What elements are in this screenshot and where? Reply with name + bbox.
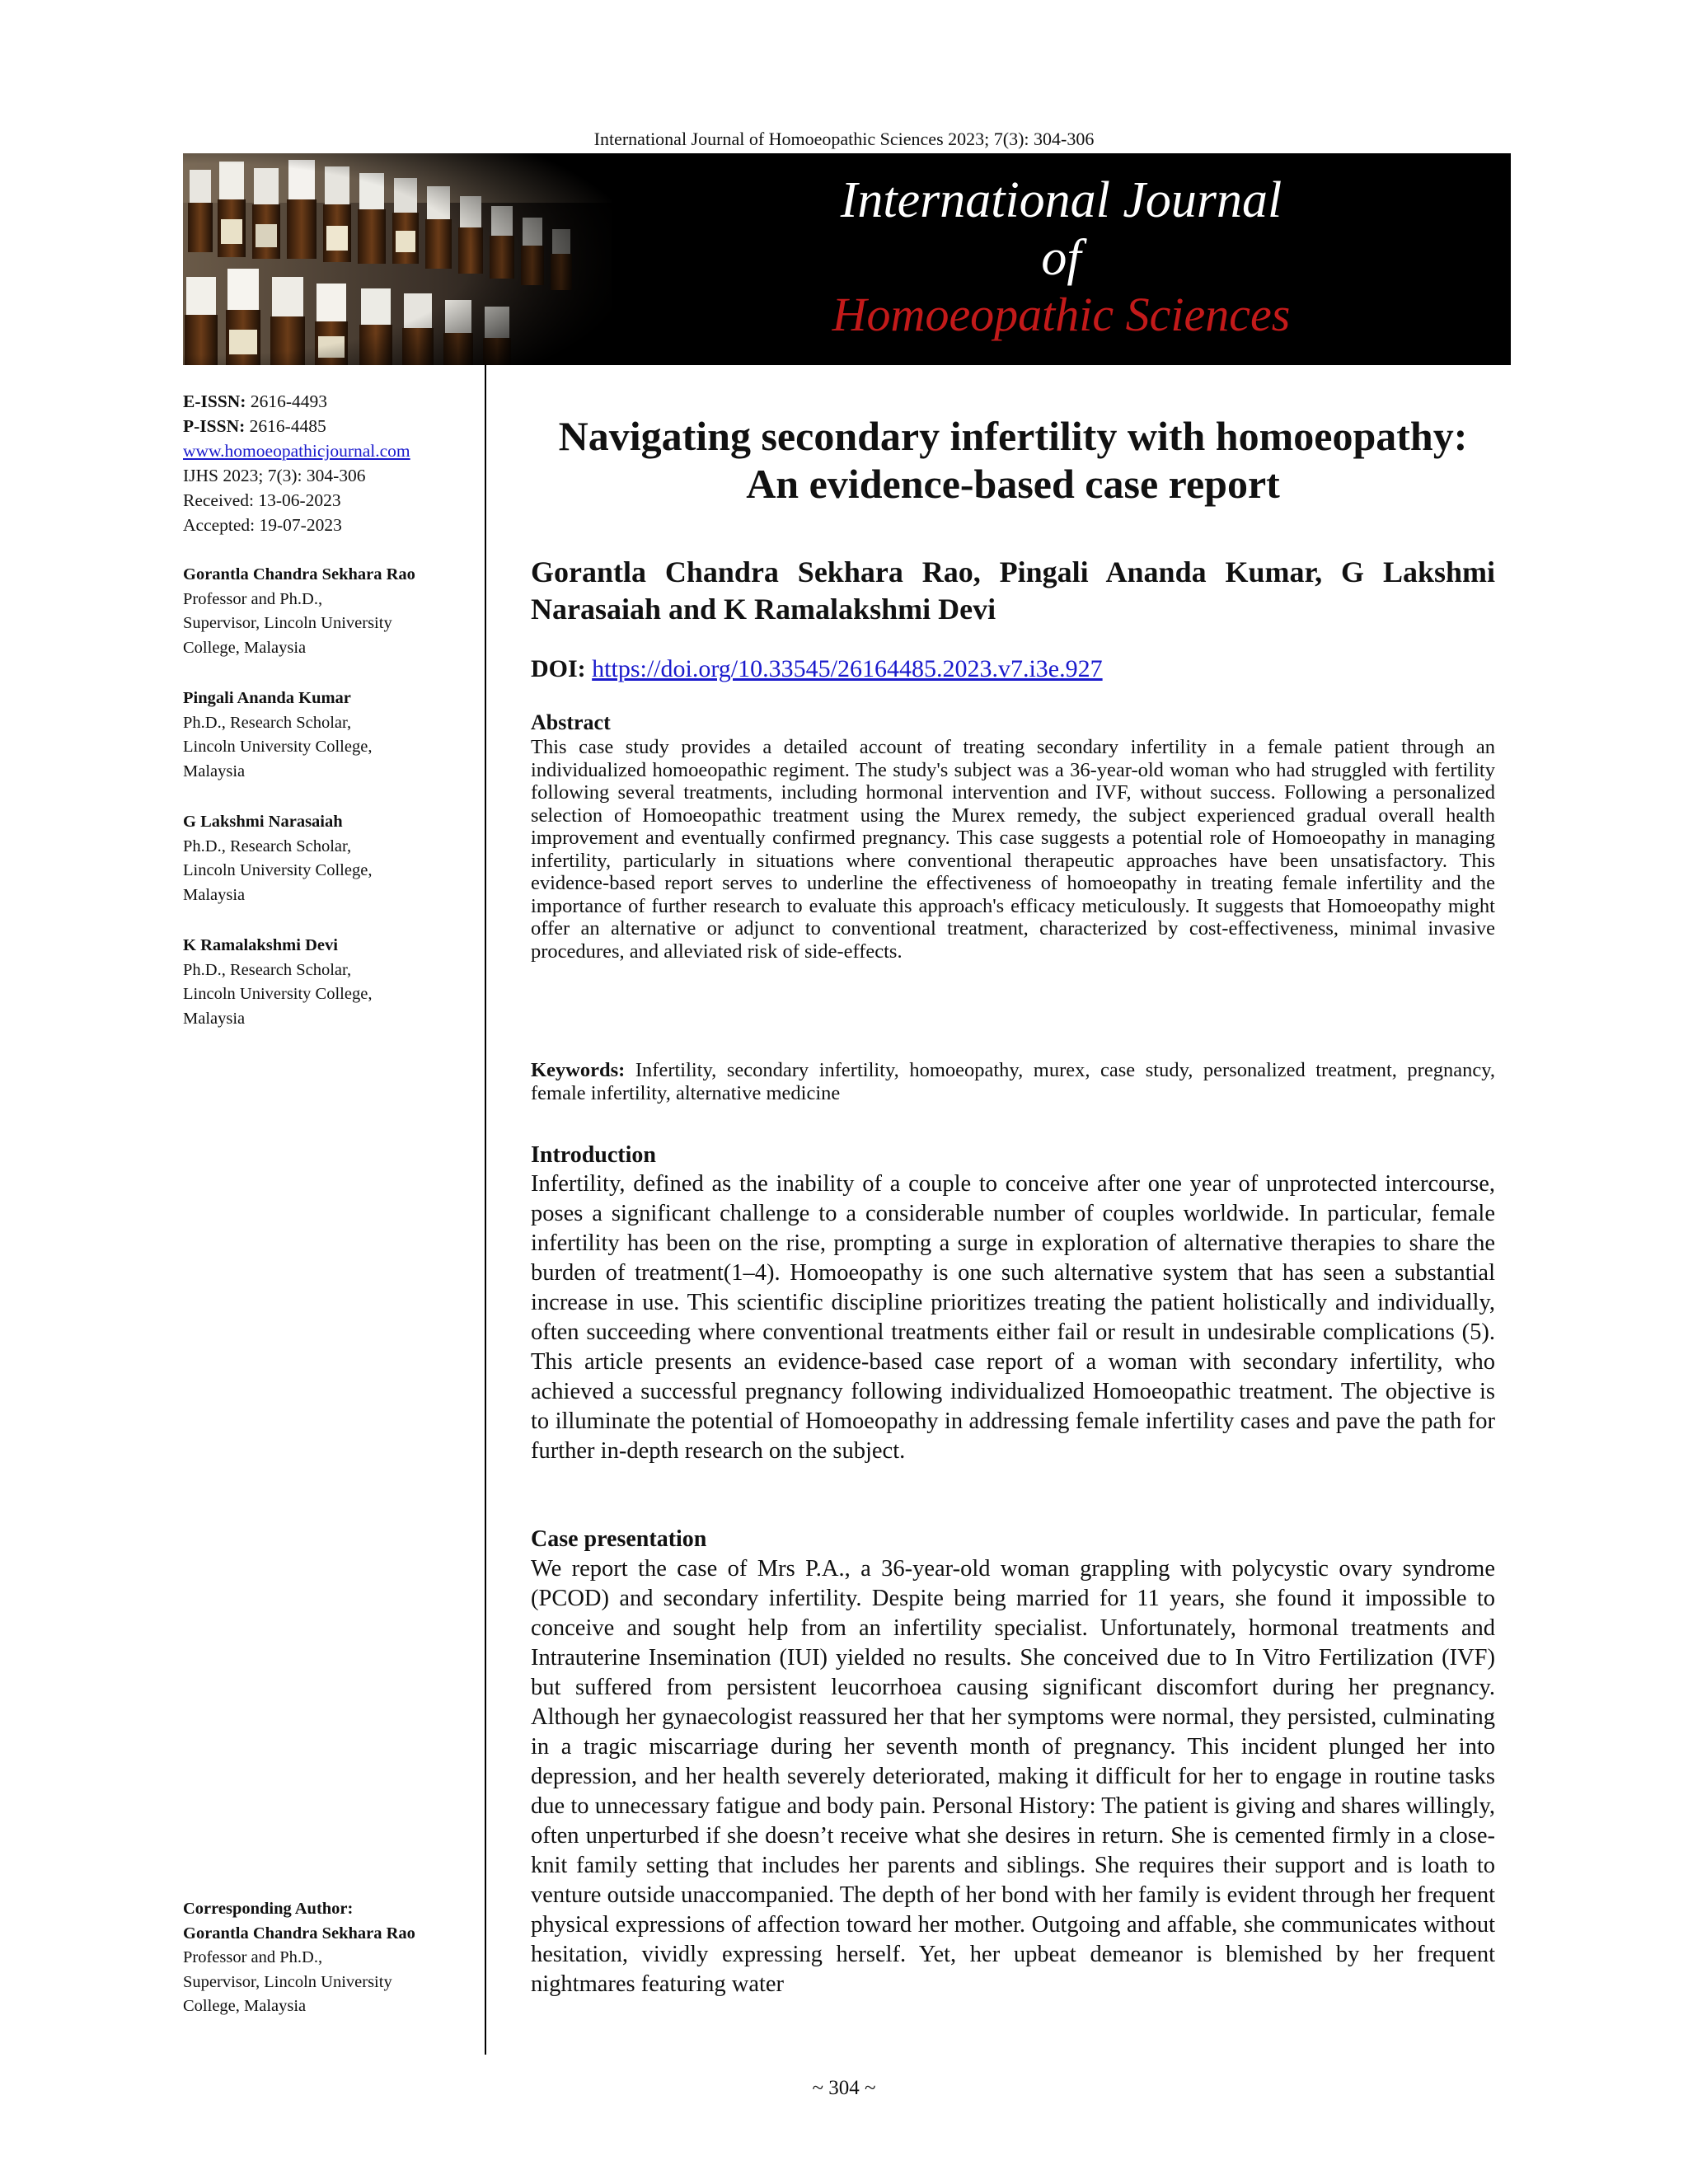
accepted-date: Accepted: 19-07-2023 xyxy=(183,515,342,535)
corresponding-line: Professor and Ph.D., xyxy=(183,1948,323,1966)
author-list: Gorantla Chandra Sekhara Rao, Pingali Ananda Kumar, G Lakshmi Narasaiah and K Ramalakshmi Devi xyxy=(531,555,1495,626)
affiliation-line: Lincoln University College, xyxy=(183,738,373,756)
article-title-line-1: Navigating secondary infertility with homoeopathy: xyxy=(558,413,1468,459)
received-date: Received: 13-06-2023 xyxy=(183,490,341,510)
pissn-value: 2616-4485 xyxy=(249,416,326,436)
abstract-text: This case study provides a detailed account of treating secondary infertility in a female patient through an individualized homoeopathic regiment. The study's subject was a 36-year-old woman who had struggled with fertility following several treatments, including hormonal intervention and IVF, without success. Following a personalized selection of Homoeopathic treatment using the Murex remedy, the subject experienced gradual overall health improvement and eventually confirmed pregnancy. This case suggests a potential role of Homoeopathy in managing infertility, particularly in situations where conventional therapeutic approaches have been unsatisfactory. This evidence-based report serves to underline the effectiveness of homoeopathy in treating female infertility and the importance of further research to evaluate this approach's efficacy meticulously. It suggests that Homoeopathy might offer an alternative or adjunct to conventional treatment, characterized by cost-effectiveness, minimal invasive procedures, and alleviated risk of side-effects. xyxy=(531,736,1495,963)
corresponding-line: Supervisor, Lincoln University xyxy=(183,1972,392,1991)
affiliation-name: K Ramalakshmi Devi xyxy=(183,936,338,954)
pissn-label: P-ISSN: xyxy=(183,416,246,436)
affiliation-line: Malaysia xyxy=(183,885,246,904)
affiliation-1 xyxy=(183,563,455,660)
affiliation-name: Pingali Ananda Kumar xyxy=(183,689,351,707)
affiliation-line: Ph.D., Research Scholar, xyxy=(183,713,352,732)
doi-line xyxy=(531,655,1495,683)
affiliation-2 xyxy=(183,687,455,784)
affiliation-line: Supervisor, Lincoln University xyxy=(183,614,392,632)
keywords xyxy=(531,1059,1495,1104)
affiliation-name: Gorantla Chandra Sekhara Rao xyxy=(183,565,415,583)
corresponding-author xyxy=(183,1897,455,2019)
affiliation-line: Professor and Ph.D., xyxy=(183,589,323,608)
doi-link[interactable]: https://doi.org/10.33545/26164485.2023.v7.i3e.927 xyxy=(592,655,1103,682)
affiliation-line: Lincoln University College, xyxy=(183,861,373,879)
column-divider xyxy=(485,365,486,2055)
affiliation-line: Malaysia xyxy=(183,1009,246,1028)
introduction-text: Infertility, defined as the inability of a couple to conceive after one year of unprotected intercourse, poses a significant challenge to a considerable number of couples worldwide. In particular, female infertility has been on the rise, prompting a surge in exploration of alternative therapies to share the burden of treatment(1–4). Homoeopathy is one such alternative system that has seen a substantial increase in use. This scientific discipline prioritizes treating the patient holistically and individually, often succeeding where conventional treatments either fail or result in undesirable complications (5). This article presents an evidence-based case report of a woman with secondary infertility, who achieved a successful pregnancy following individualized Homoeopathic treatment. The objective is to illuminate the potential of Homoeopathy in addressing female infertility cases and pave the path for further in-depth research on the subject. xyxy=(531,1171,1495,1464)
eissn-value: 2616-4493 xyxy=(250,391,328,411)
affiliation-line: Malaysia xyxy=(183,762,246,780)
affiliation-line: Ph.D., Research Scholar, xyxy=(183,960,352,979)
case-presentation-heading: Case presentation xyxy=(531,1526,707,1552)
affiliation-name: G Lakshmi Narasaiah xyxy=(183,813,343,831)
introduction-heading: Introduction xyxy=(531,1142,656,1168)
case-presentation-text: We report the case of Mrs P.A., a 36-year-old woman grappling with polycystic ovary syndrome (PCOD) and secondary infertility. Despite being married for 11 years, she found it impossible to conceive and sought help from an infertility specialist. Unfortunately, hormonal treatments and Intrauterine Insemination (IUI) yielded no results. She conceived due to In Vitro Fertilization (IVF) but suffered from persistent leucorrhoea causing significant discomfort during her pregnancy. Although her gynaecologist reassured her that her symptoms were normal, they persisted, culminating in a tragic miscarriage during her seventh month of pregnancy. This incident plunged her into depression, and her health severely deteriorated, making it difficult for her to engage in routine tasks due to unnecessary fatigue and body pain. Personal History: The patient is giving and shares willingly, often unperturbed if she doesn’t receive what she desires in return. She is cemented firmly in a close-knit family setting that includes her parents and siblings. She requires their support and is loath to venture outside unaccompanied. The depth of her bond with her family is evident through her frequent physical expressions of affection toward her mother. Outgoing and affable, she communicates without hesitation, vividly expressing herself. Yet, her upbeat demeanor is blemished by her frequent nightmares featuring water xyxy=(531,1556,1495,1997)
affiliation-line: College, Malaysia xyxy=(183,638,307,657)
affiliation-4 xyxy=(183,934,455,1031)
journal-website-link[interactable]: www.homoeopathicjournal.com xyxy=(183,441,410,461)
article-title-line-2: An evidence-based case report xyxy=(746,461,1280,507)
affiliation-line: Ph.D., Research Scholar, xyxy=(183,837,352,855)
doi-label: DOI: xyxy=(531,655,586,682)
page-number: ~ 304 ~ xyxy=(812,2077,876,2099)
affiliation-3 xyxy=(183,810,455,907)
eissn-label: E-ISSN: xyxy=(183,391,246,411)
journal-metadata xyxy=(183,389,455,537)
corresponding-name: Gorantla Chandra Sekhara Rao xyxy=(183,1924,415,1943)
banner-title-line-3: Homoeopathic Sciences xyxy=(832,288,1291,341)
corresponding-line: College, Malaysia xyxy=(183,1997,307,2015)
abstract-heading: Abstract xyxy=(531,710,611,734)
keywords-text: Infertility, secondary infertility, homoeopathy, murex, case study, personalized treatment, pregnancy, female infertility, alternative medicine xyxy=(531,1059,1495,1104)
affiliation-line: Lincoln University College, xyxy=(183,985,373,1003)
running-head: International Journal of Homoeopathic Sciences 2023; 7(3): 304-306 xyxy=(593,129,1095,149)
banner-title-line-2: of xyxy=(1041,230,1081,286)
article-title xyxy=(531,412,1495,508)
keywords-label: Keywords: xyxy=(531,1059,626,1081)
journal-banner xyxy=(183,153,1511,365)
banner-title-line-1: International Journal xyxy=(840,172,1282,228)
corresponding-label: Corresponding Author: xyxy=(183,1900,354,1918)
citation: IJHS 2023; 7(3): 304-306 xyxy=(183,466,366,485)
